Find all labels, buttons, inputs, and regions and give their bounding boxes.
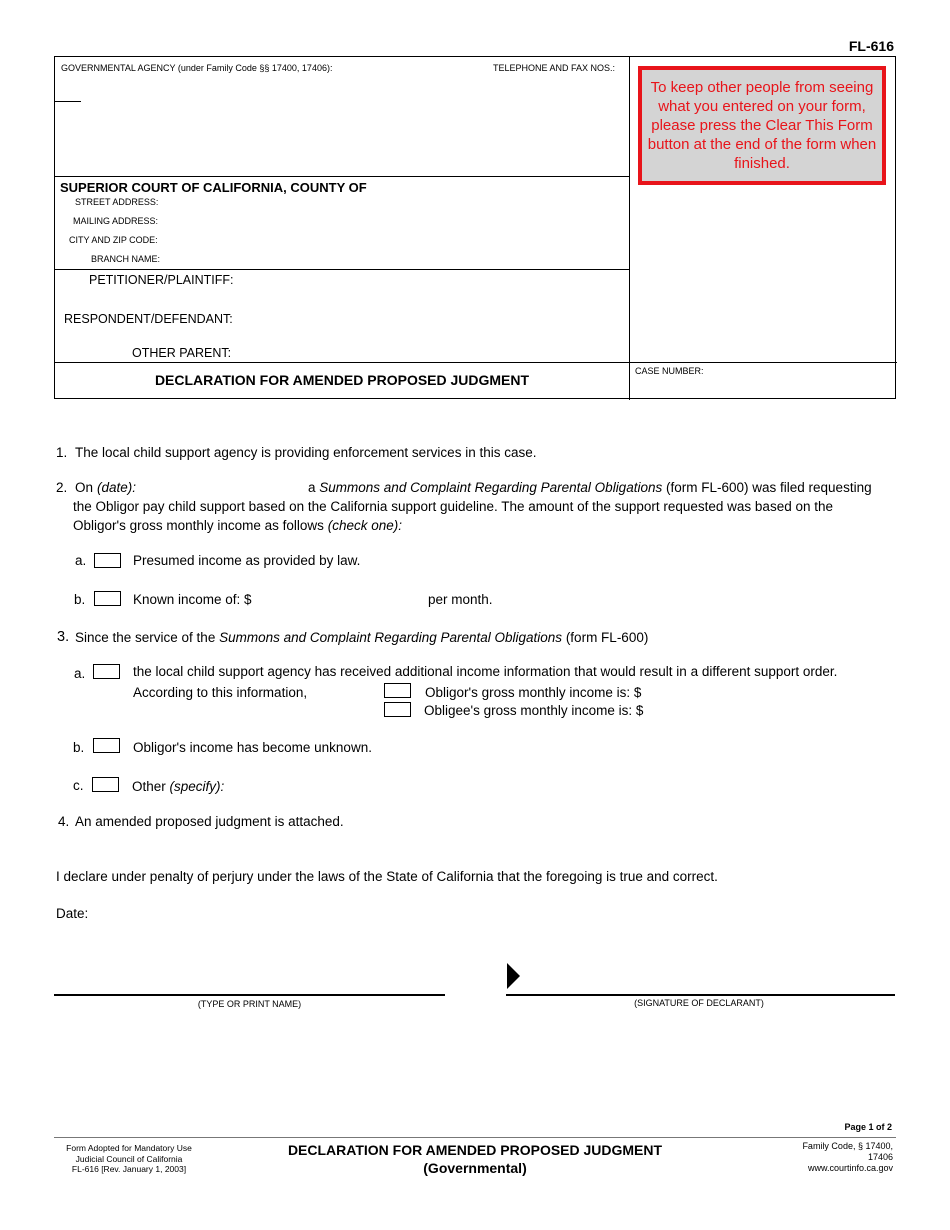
item2a-text: Presumed income as provided by law. — [133, 553, 361, 568]
item2-line1: a Summons and Complaint Regarding Parental Obligations (form FL-600) was filed requesting — [308, 480, 872, 495]
clear-form-notice-text: To keep other people from seeing what you entered on your form, please press the Clear This Form button at the end of the form when finished. — [647, 79, 877, 172]
petitioner-label: PETITIONER/PLAINTIFF: — [89, 273, 234, 287]
item2-line2: the Obligor pay child support based on the California support guideline. The amount of the support requested was based on the — [73, 499, 833, 514]
item2b-checkbox[interactable] — [94, 591, 121, 606]
item2-number: 2. — [56, 480, 68, 495]
footer-title — [225, 1141, 725, 1177]
item3b-checkbox[interactable] — [93, 738, 120, 753]
item3-number: 3. — [57, 629, 70, 645]
perjury-declaration: I declare under penalty of perjury under the laws of the State of California that the foregoing is true and correct. — [56, 869, 718, 884]
court-website-link[interactable]: www.courtinfo.ca.gov — [807, 1163, 893, 1173]
name-caption: (TYPE OR PRINT NAME) — [197, 999, 302, 1009]
item1-number: 1. — [56, 445, 68, 460]
adoption-info — [54, 1143, 204, 1175]
item3a-according: According to this information, — [133, 685, 308, 700]
adoption-line-1: Form Adopted for Mandatory Use — [66, 1143, 192, 1153]
item3a-letter: a. — [74, 666, 86, 681]
city-zip-label: CITY AND ZIP CODE: — [69, 235, 158, 245]
adoption-line-2: Judicial Council of California — [75, 1153, 183, 1164]
item3a-obligee-text: Obligee's gross monthly income is: $ — [424, 703, 644, 718]
signature-caption: (SIGNATURE OF DECLARANT) — [634, 998, 764, 1008]
item3c-text: Other (specify): — [132, 779, 225, 794]
item3b-text: Obligor's income has become unknown. — [133, 740, 372, 755]
item2a-checkbox[interactable] — [94, 553, 121, 568]
item2b-text: Known income of: $ — [133, 592, 252, 607]
item3a-obligor-checkbox[interactable] — [384, 683, 411, 698]
page-number: Page 1 of 2 — [844, 1122, 892, 1132]
statute-info — [802, 1141, 893, 1174]
adoption-line-3: FL-616 [Rev. January 1, 2003] — [71, 1164, 187, 1174]
item2-date-label: (date): — [97, 480, 137, 495]
item2a-letter: a. — [75, 553, 87, 568]
item2b-letter: b. — [74, 592, 86, 607]
telephone-label: TELEPHONE AND FAX NOS.: — [493, 63, 616, 73]
mailing-address-label: MAILING ADDRESS: — [73, 216, 159, 226]
item3b-letter: b. — [73, 740, 85, 755]
item4-text: An amended proposed judgment is attached. — [75, 814, 344, 829]
footer-rule — [54, 1137, 896, 1138]
signature-line — [506, 994, 895, 996]
item3a-text: the local child support agency has received additional income information that would result in a different support order. — [133, 664, 838, 679]
item3a-obligor-text: Obligor's gross monthly income is: $ — [425, 685, 642, 700]
date-label: Date: — [56, 906, 89, 921]
other-parent-label: OTHER PARENT: — [132, 346, 232, 360]
statute-line-2: 17406 — [867, 1152, 893, 1162]
clear-form-notice — [638, 66, 886, 185]
name-line — [54, 994, 445, 996]
item2-line3: Obligor's gross monthly income as follows (check one): — [73, 518, 402, 533]
agency-entry-mark — [55, 101, 81, 102]
case-number-label: CASE NUMBER: — [635, 366, 704, 376]
item3c-letter: c. — [73, 778, 84, 793]
form-number: FL-616 — [848, 38, 894, 54]
item3a-obligee-checkbox[interactable] — [384, 702, 411, 717]
item2b-per-month: per month. — [428, 592, 493, 607]
form-title: DECLARATION FOR AMENDED PROPOSED JUDGMENT — [154, 372, 530, 388]
respondent-label: RESPONDENT/DEFENDANT: — [64, 312, 233, 326]
item4-number: 4. — [58, 814, 70, 829]
footer-title-line-2: (Governmental) — [423, 1160, 527, 1176]
item2-on: On — [75, 480, 94, 495]
item3-text: Since the service of the Summons and Complaint Regarding Parental Obligations (form FL-600) — [75, 630, 649, 645]
court-title: SUPERIOR COURT OF CALIFORNIA, COUNTY OF — [60, 180, 367, 195]
statute-line-1: Family Code, § 17400, — [802, 1141, 893, 1151]
item3c-checkbox[interactable] — [92, 777, 119, 792]
street-address-label: STREET ADDRESS: — [75, 197, 159, 207]
item3a-checkbox[interactable] — [93, 664, 120, 679]
item1-text: The local child support agency is providing enforcement services in this case. — [75, 445, 537, 460]
agency-label: GOVERNMENTAL AGENCY (under Family Code §§ 17400, 17406): — [61, 63, 333, 73]
signature-arrow-icon — [507, 963, 520, 989]
branch-name-label: BRANCH NAME: — [91, 254, 161, 264]
footer-title-line-1: DECLARATION FOR AMENDED PROPOSED JUDGMENT — [287, 1142, 663, 1158]
